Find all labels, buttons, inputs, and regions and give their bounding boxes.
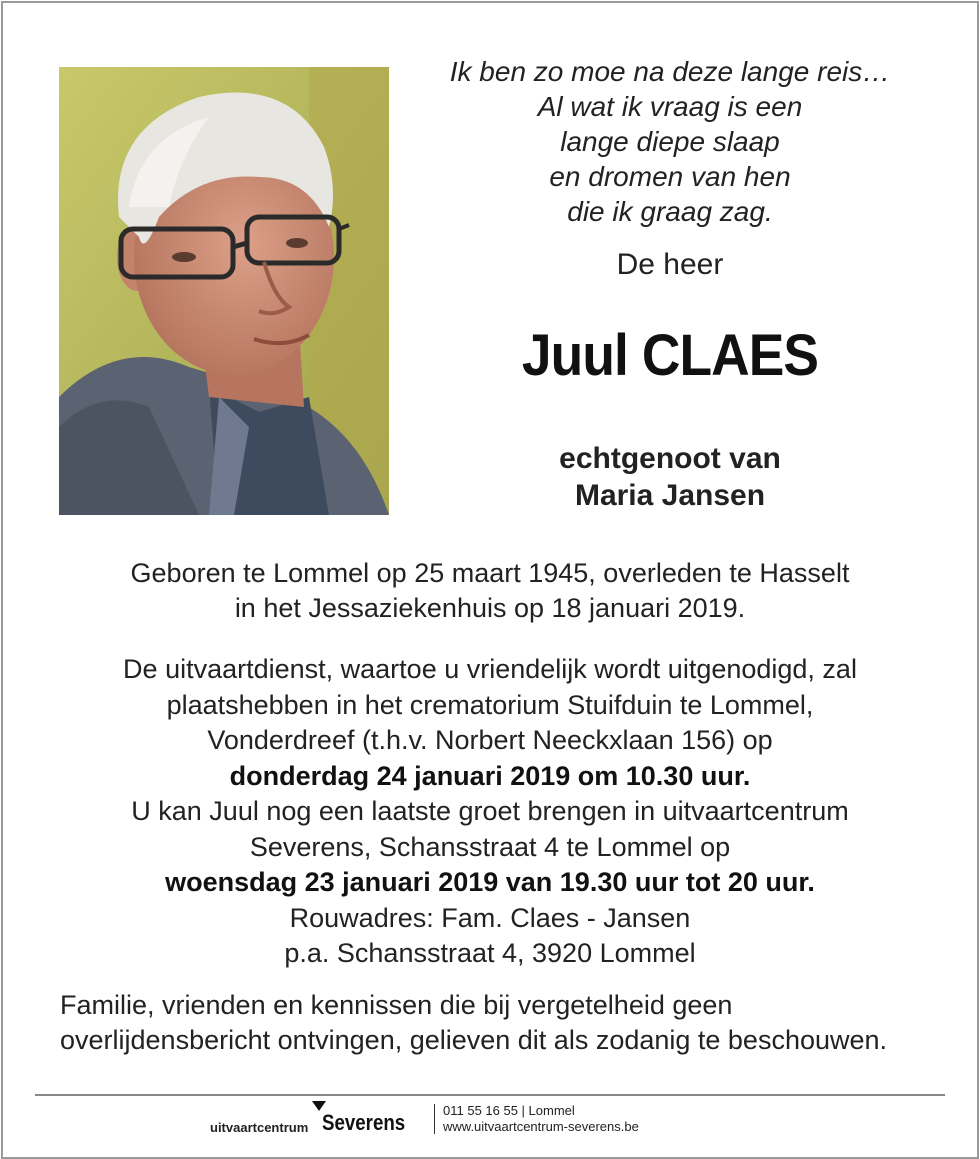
portrait-photo [59, 67, 389, 515]
poem [400, 54, 940, 229]
spouse-relation: echtgenoot van [559, 442, 781, 475]
visitation-line: U kan Juul nog een laatste groet brengen in uitvaartcentrum [131, 796, 849, 826]
service-date: donderdag 24 januari 2019 om 10.30 uur. [229, 760, 751, 791]
footer-separator [434, 1104, 435, 1134]
service-line: plaatshebben in het crematorium Stuifduin te Lommel, [166, 689, 814, 720]
death-place-line: in het Jessaziekenhuis op 18 januari 2019. [234, 593, 746, 623]
poem-line: Al wat ik vraag is een [537, 91, 803, 122]
footer-phone: 011 55 16 55 | Lommel [443, 1103, 575, 1118]
poem-line: die ik graag zag. [567, 196, 773, 227]
birth-line: Geboren te Lommel op 25 maart 1945, overleden te Hasselt [130, 558, 850, 588]
footer-brand: Severens [322, 1110, 406, 1135]
footer-prefix: uitvaartcentrum [210, 1120, 309, 1135]
funeral-home-footer [0, 1100, 980, 1150]
deceased-name: Juul CLAES [521, 323, 819, 388]
footer-contact [443, 1103, 639, 1135]
spouse-block [470, 440, 870, 514]
visitation-line: Severens, Schansstraat 4 te Lommel op [249, 831, 731, 862]
footer-website[interactable]: www.uitvaartcentrum-severens.be [443, 1119, 639, 1134]
honorific-title: De heer [616, 248, 724, 281]
birth-death-info [20, 556, 960, 626]
visitation-date: woensdag 23 januari 2019 van 19.30 uur tot 20 uur. [165, 867, 815, 897]
footer-divider [35, 1094, 945, 1096]
spouse-name: Maria Jansen [574, 479, 766, 512]
funeral-service-info [20, 652, 960, 972]
mourning-address: Rouwadres: Fam. Claes - Jansen [289, 902, 691, 933]
poem-line: en dromen van hen [549, 161, 791, 192]
service-line: Vonderdreef (t.h.v. Norbert Neeckxlaan 156) op [207, 725, 773, 755]
mourning-address-street: p.a. Schansstraat 4, 3920 Lommel [284, 938, 696, 968]
notice-paragraph: Familie, vrienden en kennissen die bij vergetelheid geen overlijdensbericht ontvingen, gelieven dit als zodanig te beschouwen. [60, 990, 888, 1055]
poem-line: lange diepe slaap [560, 126, 780, 157]
poem-line: Ik ben zo moe na deze lange reis… [449, 56, 891, 87]
service-line: De uitvaartdienst, waartoe u vriendelijk wordt uitgenodigd, zal [123, 654, 857, 684]
